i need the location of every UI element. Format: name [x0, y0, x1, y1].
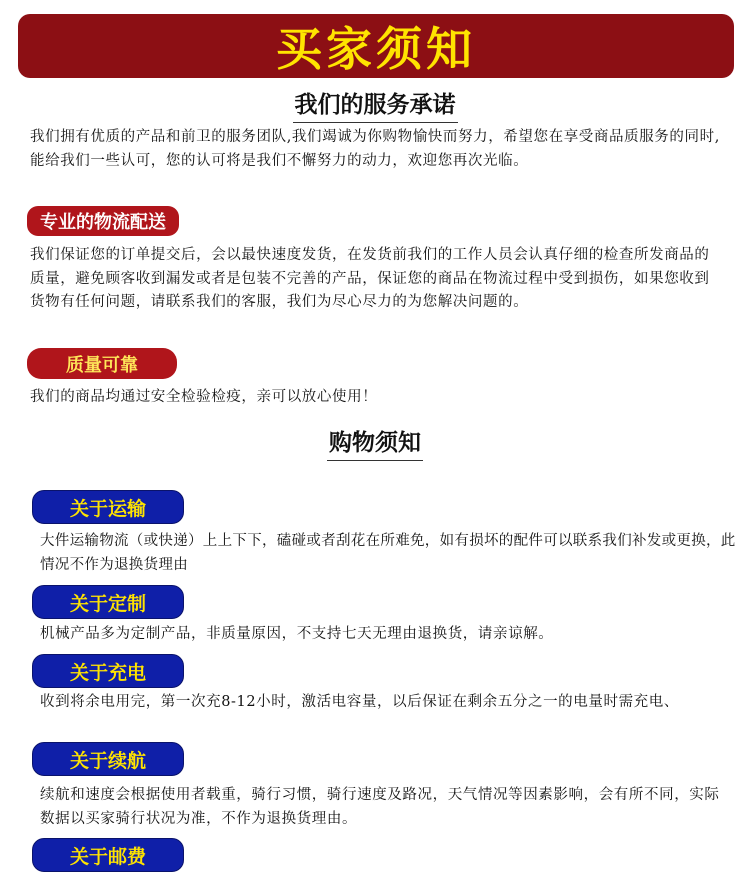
postage-tag-label: 关于邮费 [69, 845, 146, 868]
charging-text: 收到将余电用完，第一次充8-12小时，激活电容量，以后保证在剩余五分之一的电量时需充电、 [40, 694, 679, 710]
shipping-text: 大件运输物流（或快递）上上下下，磕碰或者刮花在所难免，如有损坏的配件可以联系我们补发或更换，此情况不作为退换货理由 [40, 533, 736, 573]
service-intro-text: 我们拥有优质的产品和前卫的服务团队,我们竭诚为你购物愉快而努力，希望您在享受商品质服务的同时,能给我们一些认可，您的认可将是我们不懈努力的动力，欢迎您再次光临。 [30, 129, 720, 169]
quality-tag-label: 质量可靠 [66, 354, 138, 376]
shipping-tag [32, 490, 184, 524]
shopping-title-text: 购物须知 [327, 424, 423, 461]
postage-tag [32, 838, 184, 872]
shopping-section-title [0, 424, 750, 461]
quality-tag [27, 348, 177, 379]
shipping-tag-label: 关于运输 [69, 497, 146, 520]
custom-text: 机械产品多为定制产品，非质量原因，不支持七天无理由退换货，请亲谅解。 [40, 626, 554, 642]
logistics-tag-label: 专业的物流配送 [40, 212, 166, 233]
quality-text: 我们的商品均通过安全检验检疫，亲可以放心使用！ [30, 389, 378, 405]
charging-tag-label: 关于充电 [69, 661, 146, 684]
service-title-text: 我们的服务承诺 [293, 86, 458, 123]
header-banner [18, 14, 734, 78]
charging-tag [32, 654, 184, 688]
custom-tag [32, 585, 184, 619]
range-tag-label: 关于续航 [69, 749, 146, 772]
logistics-text: 我们保证您的订单提交后，会以最快速度发货，在发货前我们的工作人员会认真仔细的检查所发商品的质量，避免顾客收到漏发或者是包装不完善的产品，保证您的商品在物流过程中受到损伤，如果您收到货物有任何问题，请联系我们的客服，我们为尽心尽力的为您解决问题的。 [30, 247, 710, 310]
custom-tag-label: 关于定制 [69, 592, 146, 615]
service-section-title [0, 86, 750, 123]
range-tag [32, 742, 184, 776]
logistics-tag [27, 206, 179, 236]
banner-title: 买家须知 [276, 22, 476, 76]
range-text: 续航和速度会根据使用者载重，骑行习惯，骑行速度及路况，天气情况等因素影响，会有所不同，实际数据以买家骑行状况为准，不作为退换货理由。 [40, 787, 720, 827]
